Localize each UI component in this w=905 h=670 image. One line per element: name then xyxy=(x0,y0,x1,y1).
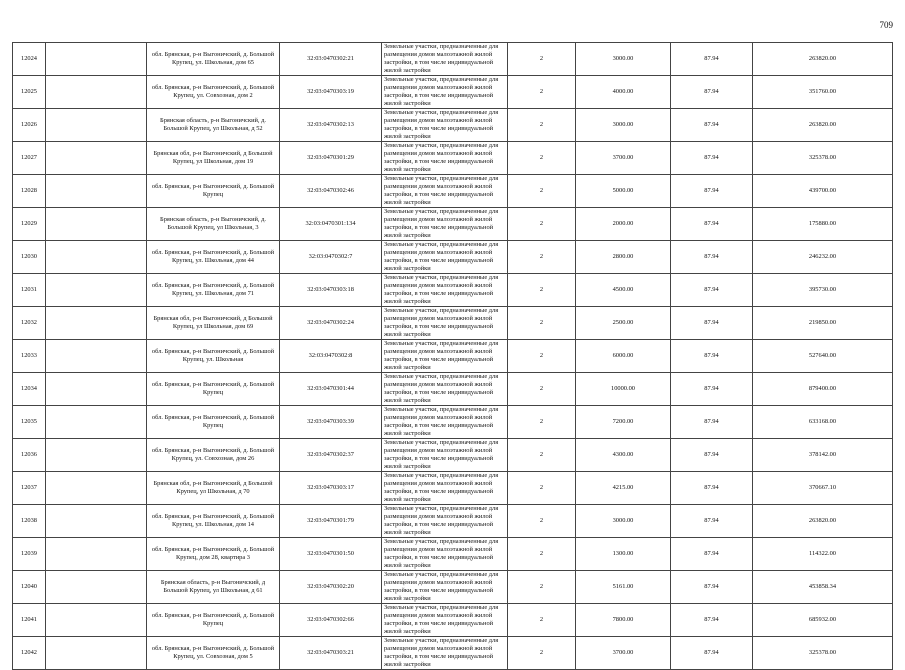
cadastral-number-cell: 32:03:0470303:21 xyxy=(280,637,382,670)
rate-cell: 87.94 xyxy=(671,43,753,76)
category-cell: 2 xyxy=(508,76,576,109)
area-cell: 5161.00 xyxy=(576,571,671,604)
rate-cell: 87.94 xyxy=(671,373,753,406)
rate-cell: 87.94 xyxy=(671,241,753,274)
land-use-cell: Земельные участки, предназначенные для размещения домов малоэтажной жилой застройки, в том числе индивидуальной жилой застройки xyxy=(382,274,508,307)
cadastral-number-cell: 32:03:0470302:66 xyxy=(280,604,382,637)
category-cell: 2 xyxy=(508,406,576,439)
land-use-cell: Земельные участки, предназначенные для размещения домов малоэтажной жилой застройки, в том числе индивидуальной жилой застройки xyxy=(382,208,508,241)
cadastral-value-cell: 246232.00 xyxy=(753,241,893,274)
cadastral-number-cell: 32:03:0470302:21 xyxy=(280,43,382,76)
row-number-cell: 12025 xyxy=(13,76,46,109)
address-cell: обл. Брянская, р-н Выгоничский, д. Большой Крупец, ул. Совхозная, дом 26 xyxy=(147,439,280,472)
area-cell: 3000.00 xyxy=(576,109,671,142)
land-use-cell: Земельные участки, предназначенные для размещения домов малоэтажной жилой застройки, в том числе индивидуальной жилой застройки xyxy=(382,241,508,274)
table-row xyxy=(13,307,893,340)
area-cell: 6000.00 xyxy=(576,340,671,373)
cadastral-number-cell: 32:03:0470303:19 xyxy=(280,76,382,109)
area-cell: 2800.00 xyxy=(576,241,671,274)
row-number-cell: 12034 xyxy=(13,373,46,406)
area-cell: 3000.00 xyxy=(576,505,671,538)
empty-cell xyxy=(46,43,147,76)
area-cell: 7200.00 xyxy=(576,406,671,439)
cadastral-number-cell: 32:03:0470302:46 xyxy=(280,175,382,208)
table-body xyxy=(13,43,893,670)
category-cell: 2 xyxy=(508,373,576,406)
row-number-cell: 12032 xyxy=(13,307,46,340)
empty-cell xyxy=(46,439,147,472)
row-number-cell: 12041 xyxy=(13,604,46,637)
address-cell: обл. Брянская, р-н Выгоничский, д. Большой Крупец, ул. Совхозная, дом 2 xyxy=(147,76,280,109)
land-use-cell: Земельные участки, предназначенные для размещения домов малоэтажной жилой застройки, в том числе индивидуальной жилой застройки xyxy=(382,571,508,604)
area-cell: 2500.00 xyxy=(576,307,671,340)
rate-cell: 87.94 xyxy=(671,208,753,241)
area-cell: 3000.00 xyxy=(576,43,671,76)
area-cell: 7800.00 xyxy=(576,604,671,637)
table-row xyxy=(13,571,893,604)
category-cell: 2 xyxy=(508,439,576,472)
category-cell: 2 xyxy=(508,637,576,670)
cadastral-number-cell: 32:03:0470301:44 xyxy=(280,373,382,406)
row-number-cell: 12033 xyxy=(13,340,46,373)
cadastral-number-cell: 32:03:0470302:13 xyxy=(280,109,382,142)
page-number: 709 xyxy=(879,20,893,30)
area-cell: 3700.00 xyxy=(576,142,671,175)
row-number-cell: 12035 xyxy=(13,406,46,439)
cadastral-value-cell: 378142.00 xyxy=(753,439,893,472)
rate-cell: 87.94 xyxy=(671,175,753,208)
land-use-cell: Земельные участки, предназначенные для размещения домов малоэтажной жилой застройки, в том числе индивидуальной жилой застройки xyxy=(382,175,508,208)
row-number-cell: 12029 xyxy=(13,208,46,241)
row-number-cell: 12037 xyxy=(13,472,46,505)
address-cell: обл. Брянская, р-н Выгоничский, д. Большой Крупец, дом 28, квартира 3 xyxy=(147,538,280,571)
rate-cell: 87.94 xyxy=(671,76,753,109)
land-use-cell: Земельные участки, предназначенные для размещения домов малоэтажной жилой застройки, в том числе индивидуальной жилой застройки xyxy=(382,142,508,175)
land-use-cell: Земельные участки, предназначенные для размещения домов малоэтажной жилой застройки, в том числе индивидуальной жилой застройки xyxy=(382,307,508,340)
cadastral-number-cell: 32:03:0470301:134 xyxy=(280,208,382,241)
cadastral-number-cell: 32:03:0470303:18 xyxy=(280,274,382,307)
cadastral-number-cell: 32:03:0470302:8 xyxy=(280,340,382,373)
land-use-cell: Земельные участки, предназначенные для размещения домов малоэтажной жилой застройки, в том числе индивидуальной жилой застройки xyxy=(382,340,508,373)
address-cell: обл. Брянская, р-н Выгоничский, д. Большой Крупец, ул. Школьная, дом 44 xyxy=(147,241,280,274)
row-number-cell: 12036 xyxy=(13,439,46,472)
cadastral-number-cell: 32:03:0470301:79 xyxy=(280,505,382,538)
rate-cell: 87.94 xyxy=(671,637,753,670)
table-row xyxy=(13,538,893,571)
category-cell: 2 xyxy=(508,43,576,76)
rate-cell: 87.94 xyxy=(671,538,753,571)
row-number-cell: 12042 xyxy=(13,637,46,670)
address-cell: Брянская область, р-н Выгоничский, д Большой Крупец, ул Школьная, д 61 xyxy=(147,571,280,604)
cadastral-number-cell: 32:03:0470303:17 xyxy=(280,472,382,505)
address-cell: обл. Брянская, р-н Выгоничский, д. Большой Крупец xyxy=(147,406,280,439)
cadastral-value-cell: 114322.00 xyxy=(753,538,893,571)
table-row xyxy=(13,175,893,208)
area-cell: 4215.00 xyxy=(576,472,671,505)
address-cell: обл. Брянская, р-н Выгоничский, д. Большой Крупец xyxy=(147,175,280,208)
rate-cell: 87.94 xyxy=(671,571,753,604)
row-number-cell: 12039 xyxy=(13,538,46,571)
category-cell: 2 xyxy=(508,109,576,142)
empty-cell xyxy=(46,571,147,604)
table-row xyxy=(13,472,893,505)
cadastral-value-cell: 351760.00 xyxy=(753,76,893,109)
table-row xyxy=(13,208,893,241)
cadastral-number-cell: 32:03:0470302:37 xyxy=(280,439,382,472)
area-cell: 3700.00 xyxy=(576,637,671,670)
empty-cell xyxy=(46,505,147,538)
row-number-cell: 12024 xyxy=(13,43,46,76)
land-use-cell: Земельные участки, предназначенные для размещения домов малоэтажной жилой застройки, в том числе индивидуальной жилой застройки xyxy=(382,406,508,439)
empty-cell xyxy=(46,76,147,109)
category-cell: 2 xyxy=(508,175,576,208)
cadastral-value-cell: 879400.00 xyxy=(753,373,893,406)
category-cell: 2 xyxy=(508,571,576,604)
empty-cell xyxy=(46,175,147,208)
empty-cell xyxy=(46,340,147,373)
table-row xyxy=(13,373,893,406)
category-cell: 2 xyxy=(508,274,576,307)
address-cell: обл. Брянская, р-н Выгоничский, д. Большой Крупец, ул. Школьная, дом 71 xyxy=(147,274,280,307)
land-use-cell: Земельные участки, предназначенные для размещения домов малоэтажной жилой застройки, в том числе индивидуальной жилой застройки xyxy=(382,76,508,109)
rate-cell: 87.94 xyxy=(671,439,753,472)
cadastral-number-cell: 32:03:0470302:24 xyxy=(280,307,382,340)
cadastral-number-cell: 32:03:0470301:50 xyxy=(280,538,382,571)
address-cell: обл. Брянская, р-н Выгоничский, д. Большой Крупец, ул. Школьная, дом 14 xyxy=(147,505,280,538)
address-cell: обл. Брянская, р-н Выгоничский, д. Большой Крупец, ул. Совхозная, дом 5 xyxy=(147,637,280,670)
category-cell: 2 xyxy=(508,241,576,274)
rate-cell: 87.94 xyxy=(671,472,753,505)
address-cell: Брянская обл, р-н Выгоничский, д Большой Крупец, ул Школьная, д 70 xyxy=(147,472,280,505)
address-cell: Брянская обл, р-н Выгоничский, д Большой Крупец, ул Школьная, дом 69 xyxy=(147,307,280,340)
rate-cell: 87.94 xyxy=(671,604,753,637)
cadastral-value-cell: 453858.34 xyxy=(753,571,893,604)
address-cell: Брянская область, р-н Выгоничский, д. Большой Крупец, ул Школьная, 3 xyxy=(147,208,280,241)
category-cell: 2 xyxy=(508,307,576,340)
table-row xyxy=(13,604,893,637)
row-number-cell: 12038 xyxy=(13,505,46,538)
empty-cell xyxy=(46,274,147,307)
cadastral-value-cell: 439700.00 xyxy=(753,175,893,208)
empty-cell xyxy=(46,406,147,439)
cadastral-value-cell: 175880.00 xyxy=(753,208,893,241)
cadastral-number-cell: 32:03:0470301:29 xyxy=(280,142,382,175)
empty-cell xyxy=(46,373,147,406)
area-cell: 4000.00 xyxy=(576,76,671,109)
row-number-cell: 12028 xyxy=(13,175,46,208)
area-cell: 2000.00 xyxy=(576,208,671,241)
address-cell: обл. Брянская, р-н Выгоничский, д. Большой Крупец xyxy=(147,604,280,637)
table-row xyxy=(13,505,893,538)
land-use-cell: Земельные участки, предназначенные для размещения домов малоэтажной жилой застройки, в том числе индивидуальной жилой застройки xyxy=(382,505,508,538)
rate-cell: 87.94 xyxy=(671,142,753,175)
table-row xyxy=(13,76,893,109)
address-cell: Брянская область, р-н Выгоничский, д. Большой Крупец, ул Школьная, д 52 xyxy=(147,109,280,142)
category-cell: 2 xyxy=(508,340,576,373)
rate-cell: 87.94 xyxy=(671,340,753,373)
cadastral-value-cell: 263820.00 xyxy=(753,43,893,76)
row-number-cell: 12027 xyxy=(13,142,46,175)
table-row xyxy=(13,241,893,274)
cadastral-number-cell: 32:03:0470302:20 xyxy=(280,571,382,604)
table-row xyxy=(13,340,893,373)
area-cell: 5000.00 xyxy=(576,175,671,208)
cadastral-value-cell: 325378.00 xyxy=(753,637,893,670)
rate-cell: 87.94 xyxy=(671,307,753,340)
row-number-cell: 12026 xyxy=(13,109,46,142)
cadastral-value-cell: 395730.00 xyxy=(753,274,893,307)
cadastral-value-cell: 370667.10 xyxy=(753,472,893,505)
rate-cell: 87.94 xyxy=(671,274,753,307)
address-cell: Брянская обл, р-н Выгоничский, д Большой Крупец, ул Школьная, дом 19 xyxy=(147,142,280,175)
cadastral-value-cell: 263820.00 xyxy=(753,109,893,142)
land-use-cell: Земельные участки, предназначенные для размещения домов малоэтажной жилой застройки, в том числе индивидуальной жилой застройки xyxy=(382,109,508,142)
land-use-cell: Земельные участки, предназначенные для размещения домов малоэтажной жилой застройки, в том числе индивидуальной жилой застройки xyxy=(382,43,508,76)
empty-cell xyxy=(46,208,147,241)
table-row xyxy=(13,274,893,307)
area-cell: 10000.00 xyxy=(576,373,671,406)
address-cell: обл. Брянская, р-н Выгоничский, д. Большой Крупец xyxy=(147,373,280,406)
table-row xyxy=(13,109,893,142)
land-use-cell: Земельные участки, предназначенные для размещения домов малоэтажной жилой застройки, в том числе индивидуальной жилой застройки xyxy=(382,439,508,472)
category-cell: 2 xyxy=(508,142,576,175)
table-row xyxy=(13,637,893,670)
land-use-cell: Земельные участки, предназначенные для размещения домов малоэтажной жилой застройки, в том числе индивидуальной жилой застройки xyxy=(382,637,508,670)
category-cell: 2 xyxy=(508,505,576,538)
land-use-cell: Земельные участки, предназначенные для размещения домов малоэтажной жилой застройки, в том числе индивидуальной жилой застройки xyxy=(382,472,508,505)
address-cell: обл. Брянская, р-н Выгоничский, д. Большой Крупец, ул. Школьная, дом 65 xyxy=(147,43,280,76)
empty-cell xyxy=(46,109,147,142)
cadastral-value-cell: 263820.00 xyxy=(753,505,893,538)
table-row xyxy=(13,406,893,439)
land-use-cell: Земельные участки, предназначенные для размещения домов малоэтажной жилой застройки, в том числе индивидуальной жилой застройки xyxy=(382,604,508,637)
empty-cell xyxy=(46,307,147,340)
land-use-cell: Земельные участки, предназначенные для размещения домов малоэтажной жилой застройки, в том числе индивидуальной жилой застройки xyxy=(382,538,508,571)
rate-cell: 87.94 xyxy=(671,406,753,439)
table-row xyxy=(13,142,893,175)
cadastral-value-cell: 219850.00 xyxy=(753,307,893,340)
land-registry-table xyxy=(12,42,893,670)
address-cell: обл. Брянская, р-н Выгоничский, д. Большой Крупец, ул. Школьная xyxy=(147,340,280,373)
cadastral-number-cell: 32:03:0470303:39 xyxy=(280,406,382,439)
table-row xyxy=(13,439,893,472)
row-number-cell: 12030 xyxy=(13,241,46,274)
area-cell: 1300.00 xyxy=(576,538,671,571)
land-use-cell: Земельные участки, предназначенные для размещения домов малоэтажной жилой застройки, в том числе индивидуальной жилой застройки xyxy=(382,373,508,406)
cadastral-number-cell: 32:03:0470302:7 xyxy=(280,241,382,274)
row-number-cell: 12040 xyxy=(13,571,46,604)
category-cell: 2 xyxy=(508,208,576,241)
area-cell: 4300.00 xyxy=(576,439,671,472)
empty-cell xyxy=(46,241,147,274)
cadastral-value-cell: 685932.00 xyxy=(753,604,893,637)
category-cell: 2 xyxy=(508,472,576,505)
empty-cell xyxy=(46,472,147,505)
rate-cell: 87.94 xyxy=(671,505,753,538)
rate-cell: 87.94 xyxy=(671,109,753,142)
area-cell: 4500.00 xyxy=(576,274,671,307)
empty-cell xyxy=(46,142,147,175)
category-cell: 2 xyxy=(508,538,576,571)
cadastral-value-cell: 527640.00 xyxy=(753,340,893,373)
table-row xyxy=(13,43,893,76)
category-cell: 2 xyxy=(508,604,576,637)
empty-cell xyxy=(46,538,147,571)
cadastral-value-cell: 633168.00 xyxy=(753,406,893,439)
empty-cell xyxy=(46,604,147,637)
empty-cell xyxy=(46,637,147,670)
row-number-cell: 12031 xyxy=(13,274,46,307)
cadastral-value-cell: 325378.00 xyxy=(753,142,893,175)
